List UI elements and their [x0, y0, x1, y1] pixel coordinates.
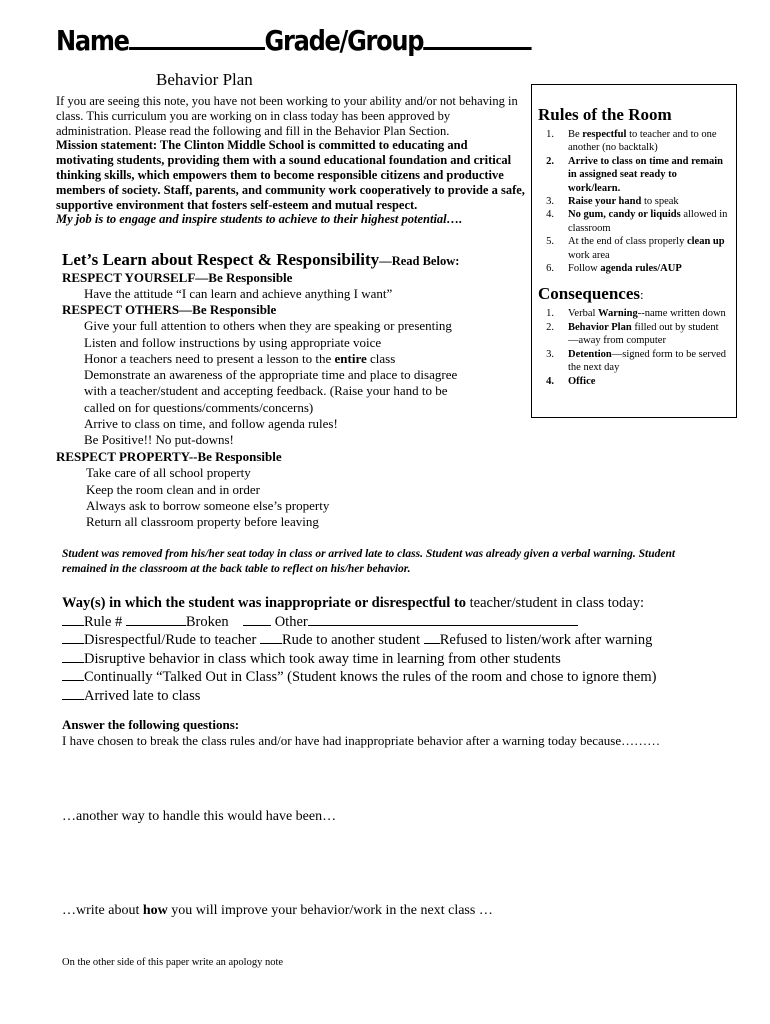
consequence-text: —signed form to be served the next day	[568, 348, 727, 374]
page-title: Behavior Plan	[156, 70, 253, 89]
respect-yourself-title: RESPECT YOURSELF—Be Responsible	[62, 270, 293, 285]
consequence-text: --name written down	[637, 308, 726, 320]
rule-checkbox-blank[interactable]	[62, 613, 84, 626]
name-label: Name	[56, 24, 129, 57]
list-item-text: class	[366, 350, 396, 366]
ways-section	[62, 594, 656, 705]
list-item: Return all classroom property before leaving	[86, 514, 319, 530]
consequences-title	[538, 284, 736, 304]
rule-text: work area	[568, 249, 610, 261]
removed-note: Student was removed from his/her seat today in class or arrived late to class. Student was already given a verbal warning. Student remained in the classroom at the back table to reflect on his/her behavior.	[62, 548, 676, 575]
rule-number: 1.	[546, 129, 554, 140]
name-grade-header	[56, 24, 532, 57]
consequence-item	[532, 348, 736, 375]
ways-heading-bold: Way(s) in which the student was inappropriate or disrespectful to	[62, 595, 467, 611]
rules-box	[531, 84, 737, 418]
footer-note: On the other side of this paper write an apology note	[62, 957, 284, 968]
question-3	[62, 903, 493, 919]
broken-label: Broken	[185, 613, 229, 630]
ways-line-talked-out	[62, 668, 656, 687]
rule-item	[532, 262, 736, 275]
rude-student-label: Rude to another student	[281, 632, 421, 648]
question-3-text: you will improve your behavior/work in the next class …	[167, 903, 493, 918]
answer-title: Answer the following questions:	[62, 717, 240, 732]
ways-line-late	[62, 687, 656, 706]
question-3-text: …write about	[62, 903, 143, 918]
respect-others-section	[62, 302, 457, 449]
consequence-emphasis: Office	[568, 375, 596, 387]
refused-checkbox-blank[interactable]	[424, 631, 440, 644]
disruptive-checkbox-blank[interactable]	[62, 650, 84, 663]
disruptive-label: Disruptive behavior in class which took away time in learning from other students	[84, 650, 561, 667]
rules-title: Rules of the Room	[538, 105, 672, 124]
rule-emphasis: No gum, candy or liquids	[568, 209, 681, 221]
list-item: Demonstrate an awareness of the appropriate time and place to disagree	[84, 367, 458, 383]
respect-others-title: RESPECT OTHERS—Be Responsible	[62, 302, 277, 317]
list-item-text: Honor a teachers need to present a lesson to the	[84, 350, 335, 366]
late-checkbox-blank[interactable]	[62, 687, 84, 700]
consequence-item	[532, 321, 736, 348]
other-blank[interactable]	[308, 613, 578, 626]
question-1: I have chosen to break the class rules and/or have had inappropriate behavior after a warning today because………	[62, 733, 661, 748]
question-2: …another way to handle this would have been…	[62, 809, 337, 824]
ways-heading	[62, 594, 656, 613]
rule-label: Rule #	[84, 613, 123, 630]
mission-statement: Mission statement: The Clinton Middle School is committed to educating and motivating students, providing them with a sound educational foundation and critical thinking skills, which empowers them to become responsible citizens and productive members of society. Staff, parents, and community work cooperatively to provide a safe, supportive environment that fosters self-esteem and mutual respect.	[56, 138, 525, 212]
consequence-number: 2.	[546, 321, 554, 333]
job-statement: My job is to engage and inspire students to achieve to their highest potential….	[56, 212, 463, 227]
consequence-text: filled out by student—away from computer	[568, 321, 719, 347]
rule-number: 4.	[546, 209, 554, 221]
list-item: Take care of all school property	[86, 465, 251, 481]
respect-yourself-section	[62, 270, 392, 303]
respect-heading-sub: —Read Below:	[379, 254, 460, 268]
respect-heading-text: Let’s Learn about Respect & Responsibility	[62, 250, 380, 269]
consequences-list	[532, 307, 736, 387]
consequence-text: Verbal	[568, 308, 599, 320]
other-label: Other	[274, 613, 308, 630]
rule-item	[532, 208, 736, 235]
consequence-emphasis: Behavior Plan	[568, 321, 632, 333]
rule-number: 6.	[546, 263, 554, 275]
grade-group-blank	[423, 47, 531, 50]
respect-property-section	[56, 449, 329, 530]
rule-item	[532, 155, 736, 195]
rule-item	[532, 128, 736, 155]
rule-number: 2.	[546, 155, 554, 167]
grade-group-label: Grade/Group	[264, 24, 424, 57]
rule-text: Follow	[568, 263, 601, 275]
intro-section	[56, 94, 526, 227]
list-item: called on for questions/comments/concerns)	[84, 399, 314, 415]
list-item: Be Positive!! No put-downs!	[84, 432, 234, 448]
disrespectful-checkbox-blank[interactable]	[62, 631, 84, 644]
rude-student-checkbox-blank[interactable]	[260, 631, 282, 644]
list-item: Give your full attention to others when they are speaking or presenting	[84, 318, 452, 334]
disrespectful-label: Disrespectful/Rude to teacher	[84, 632, 257, 648]
list-item	[62, 351, 457, 367]
rule-text: to teacher and to one another (no backtalk)	[568, 129, 717, 154]
ways-line-disruptive	[62, 650, 656, 669]
consequence-emphasis: Warning	[598, 308, 638, 320]
other-checkbox-blank[interactable]	[243, 613, 271, 626]
rule-emphasis: agenda rules/AUP	[600, 263, 682, 275]
rule-emphasis: respectful	[582, 129, 627, 140]
consequence-number: 4.	[546, 375, 554, 387]
list-item-emphasis: entire	[334, 350, 367, 366]
respect-property-title: RESPECT PROPERTY--Be Responsible	[56, 449, 282, 464]
rule-item	[532, 235, 736, 262]
ways-rule-line	[62, 613, 656, 632]
rule-number: 5.	[546, 236, 554, 248]
rule-number-blank[interactable]	[126, 613, 186, 626]
question-3-emphasis: how	[142, 903, 168, 918]
refused-label: Refused to listen/work after warning	[439, 632, 653, 648]
talked-out-checkbox-blank[interactable]	[62, 668, 84, 681]
rules-list	[532, 128, 736, 275]
list-item: Keep the room clean and in order	[86, 481, 260, 497]
rule-emphasis: Arrive to class on time and remain in assigned seat ready to work/learn.	[568, 155, 723, 194]
consequences-title-text: Consequences	[538, 284, 641, 304]
rule-text: to speak	[641, 196, 679, 208]
name-blank	[129, 47, 265, 50]
answer-section	[62, 717, 660, 749]
list-item: Have the attitude “I can learn and achieve anything I want”	[84, 286, 393, 302]
talked-out-label: Continually “Talked Out in Class” (Student knows the rules of the room and chose to ignore them)	[84, 669, 657, 685]
consequence-number: 3.	[546, 348, 554, 360]
rule-emphasis: clean up	[686, 236, 725, 248]
rule-item	[532, 195, 736, 208]
ways-heading-rest: teacher/student in class today:	[466, 595, 645, 611]
rule-text: At the end of class properly	[568, 236, 687, 248]
consequence-item	[532, 375, 736, 388]
list-item: Arrive to class on time, and follow agenda rules!	[84, 416, 338, 432]
ways-line-disrespect	[62, 631, 656, 650]
list-item: Always ask to borrow someone else’s property	[86, 497, 330, 513]
intro-note: If you are seeing this note, you have not been working to your ability and/or not behaving in class. This curriculum you are working on in class today has been approved by administration. Please read the following and fill in the Behavior Plan Section.	[56, 94, 518, 138]
rule-text: Be	[568, 129, 583, 140]
consequences-colon: :	[640, 287, 644, 303]
list-item: with a teacher/student and accepting feedback. (Raise your hand to be	[84, 383, 448, 399]
consequence-item	[532, 307, 736, 320]
rule-text: allowed in classroom	[568, 209, 728, 234]
late-label: Arrived late to class	[84, 687, 201, 704]
rule-number: 3.	[546, 196, 554, 208]
list-item: Listen and follow instructions by using appropriate voice	[84, 334, 382, 350]
consequence-emphasis: Detention	[568, 348, 612, 360]
consequence-number: 1.	[546, 308, 554, 320]
rule-emphasis: Raise your hand	[568, 196, 642, 208]
respect-heading	[62, 250, 459, 270]
